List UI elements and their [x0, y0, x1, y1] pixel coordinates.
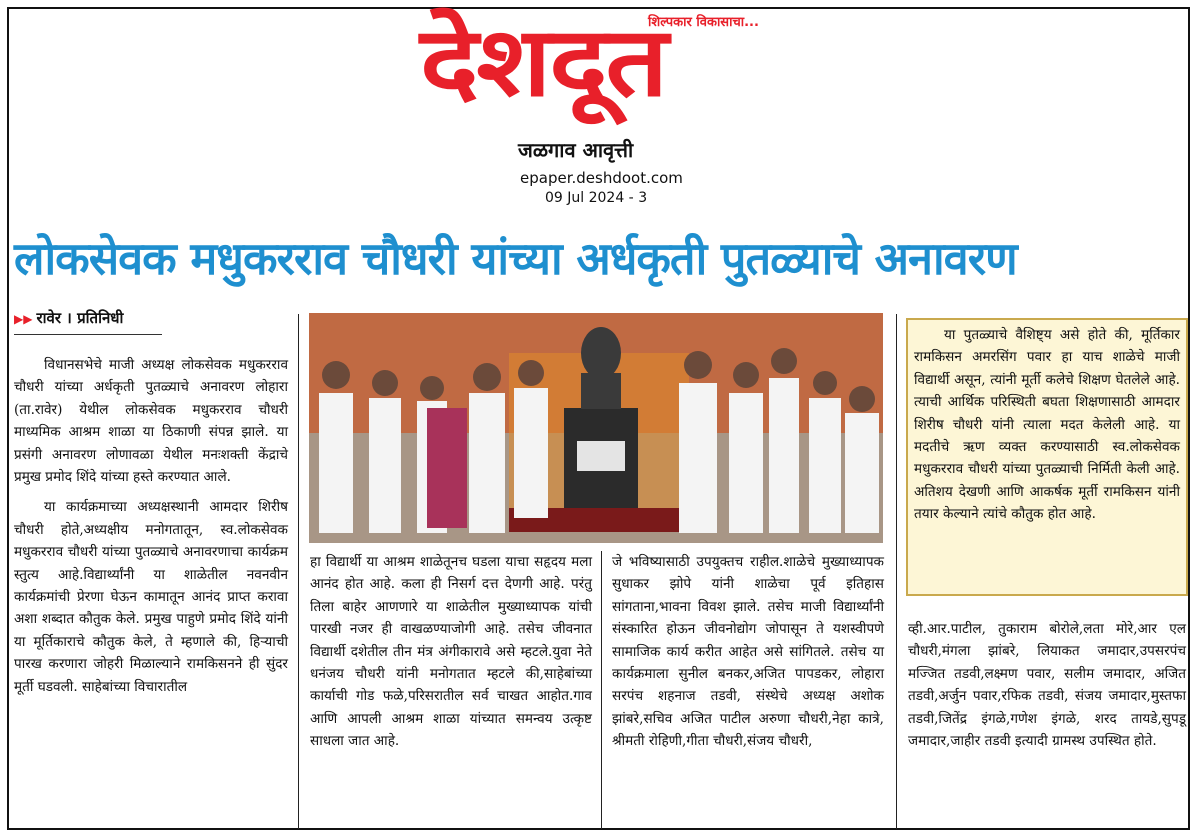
- paragraph: विधानसभेचे माजी अध्यक्ष लोकसेवक मधुकरराव चौधरी यांच्या अर्धकृती पुतळ्याचे अनावरण लोहारा (ता.रावेर) येथील लोकसेवक मधुकरराव चौधरी माध्यमिक आश्रम शाळा या ठिकाणी संपन्न झाले. या प्रसंगी अनावरण लोणावळा येथील मनःशक्ती केंद्राचे प्रमुख प्रमोद शिंदे यांच्या हस्ते करण्यात आले.: [14, 357, 288, 486]
- epaper-url[interactable]: epaper.deshdoot.com: [520, 169, 683, 187]
- paragraph: हा विद्यार्थी या आश्रम शाळेतूनच घडला याचा सहृदय मला आनंद होत आहे. कला ही निसर्ग दत्त देणगी आहे. परंतु तिला बाहेर आणणारे या शाळेतील मुख्याध्यापक यांची पारखी नजर ही वाखळण्याजोगी आहे. तसेच जीवनात विद्यार्थी दशेतील तीन मंत्र अंगीकारावे असे म्हटले.युवा नेते धनंजय चौधरी यांनी मनोगतात म्हटले की,साहेबांच्या कार्याची गोड फळे,परिसरातील सर्व चाखत आहोत.गाव आणि आपली आश्रम शाळा यांच्यात समन्वय उत्कृष्ट साधला जात आहे.: [310, 554, 592, 750]
- column-divider: [601, 551, 602, 829]
- logo: देशदूत: [420, 6, 667, 118]
- photo-illustration: [309, 313, 883, 543]
- article-column-4: [908, 618, 1186, 752]
- paragraph: या कार्यक्रमाच्या अध्यक्षस्थानी आमदार शिरीष चौधरी होते,अध्यक्षीय मनोगतातून, स्व.लोकसेवक मधुकरराव चौधरी यांच्या पुतळ्याचे अनावरणाचा कार्यक्रम स्तुत्य आहे.विद्यार्थ्यांनी या शाळेतील नवनवीन कार्यक्रमांची प्रेरणा घेऊन कामातून आनंद प्राप्त करावा अशा शब्दात कौतुक केले. प्रमुख पाहुणे प्रमोद शिंदे यांनी या मूर्तिकाराचे कौतुक केले, ते म्हणाले की, हिऱ्याची पारख करणारा जोहरी मिळाल्याने रामकिसनने ही सुंदर मूर्ती घडवली. साहेबांच्या विचारातील: [14, 499, 288, 695]
- article-column-3: [612, 551, 884, 753]
- edition-label: जळगाव आवृत्ती: [518, 138, 634, 162]
- article-column-1: [14, 354, 288, 698]
- event-photo: [309, 313, 883, 543]
- column-divider: [298, 314, 299, 829]
- tagline: शिल्पकार विकासाचा...: [648, 15, 759, 30]
- byline: [14, 308, 162, 335]
- byline-text: रावेर । प्रतिनिधी: [36, 309, 124, 327]
- highlight-text: या पुतळ्याचे वैशिष्ट्य असे होते की, मूर्तिकार रामकिसन अमरसिंग पवार हा याच शाळेचे माजी विद्यार्थी असून, त्यांनी मूर्ती कलेचे शिक्षण घेतलेले आहे. त्याची आर्थिक परिस्थिती बघता शिक्षणासाठी आमदार शिरीष चौधरी यांनी त्याला मदत केलेली आहे. या मदतीचे ऋण व्यक्त करण्यासाठी स्व.लोकसेवक मधुकरराव चौधरी यांच्या पुतळ्याची निर्मिती केली आहे. अतिशय देखणी आणि आकर्षक मूर्ती रामकिसन यांनी तयार केल्याने त्यांचे कौतुक होत आहे.: [914, 327, 1180, 523]
- paragraph: जे भविष्यासाठी उपयुक्तच राहील.शाळेचे मुख्याध्यापक सुधाकर झोपे यांनी शाळेचा पूर्व इतिहास सांगताना,भावना विवश झाले. तसेच माजी विद्यार्थ्यांनी संस्कारित होऊन जीवनोद्योग जोपासून ते यशस्वीपणे सामाजिक कार्य करीत आहेत असे सांगितले. तसेच या कार्यक्रमाला सुनील बनकर,अजित पापडकर, लोहारा सरपंच शहनाज तडवी, संस्थेचे अध्यक्ष अशोक झांबरे,सचिव अजित पाटील अरुणा चौधरी,नेहा कात्रे, श्रीमती रोहिणी,गीता चौधरी,संजय चौधरी,: [612, 554, 884, 750]
- double-chevron-right-icon: ▶▶: [14, 312, 33, 326]
- paragraph: व्ही.आर.पाटील, तुकाराम बोरोले,लता मोरे,आर एल चौधरी,मंगला झांबरे, लियाकत जमादार,उपसरपंच मज्जित तडवी,लक्ष्मण पवार, सलीम जमादार, अजित तडवी,अर्जुन पवार,रफिक तडवी, संजय जमादार,मुस्तफा तडवी,जितेंद्र इंगळे,गणेश इंगळे, शरद तायडे,सुपडू जमादार,जाहीर तडवी इत्यादी ग्रामस्थ उपस्थित होते.: [908, 621, 1186, 750]
- article-headline: लोकसेवक मधुकरराव चौधरी यांच्या अर्धकृती पुतळ्याचे अनावरण: [14, 232, 1017, 285]
- highlight-box: [906, 318, 1188, 596]
- article-column-2: [310, 551, 592, 753]
- issue-date: 09 Jul 2024 - 3: [545, 190, 648, 206]
- column-divider: [896, 314, 897, 829]
